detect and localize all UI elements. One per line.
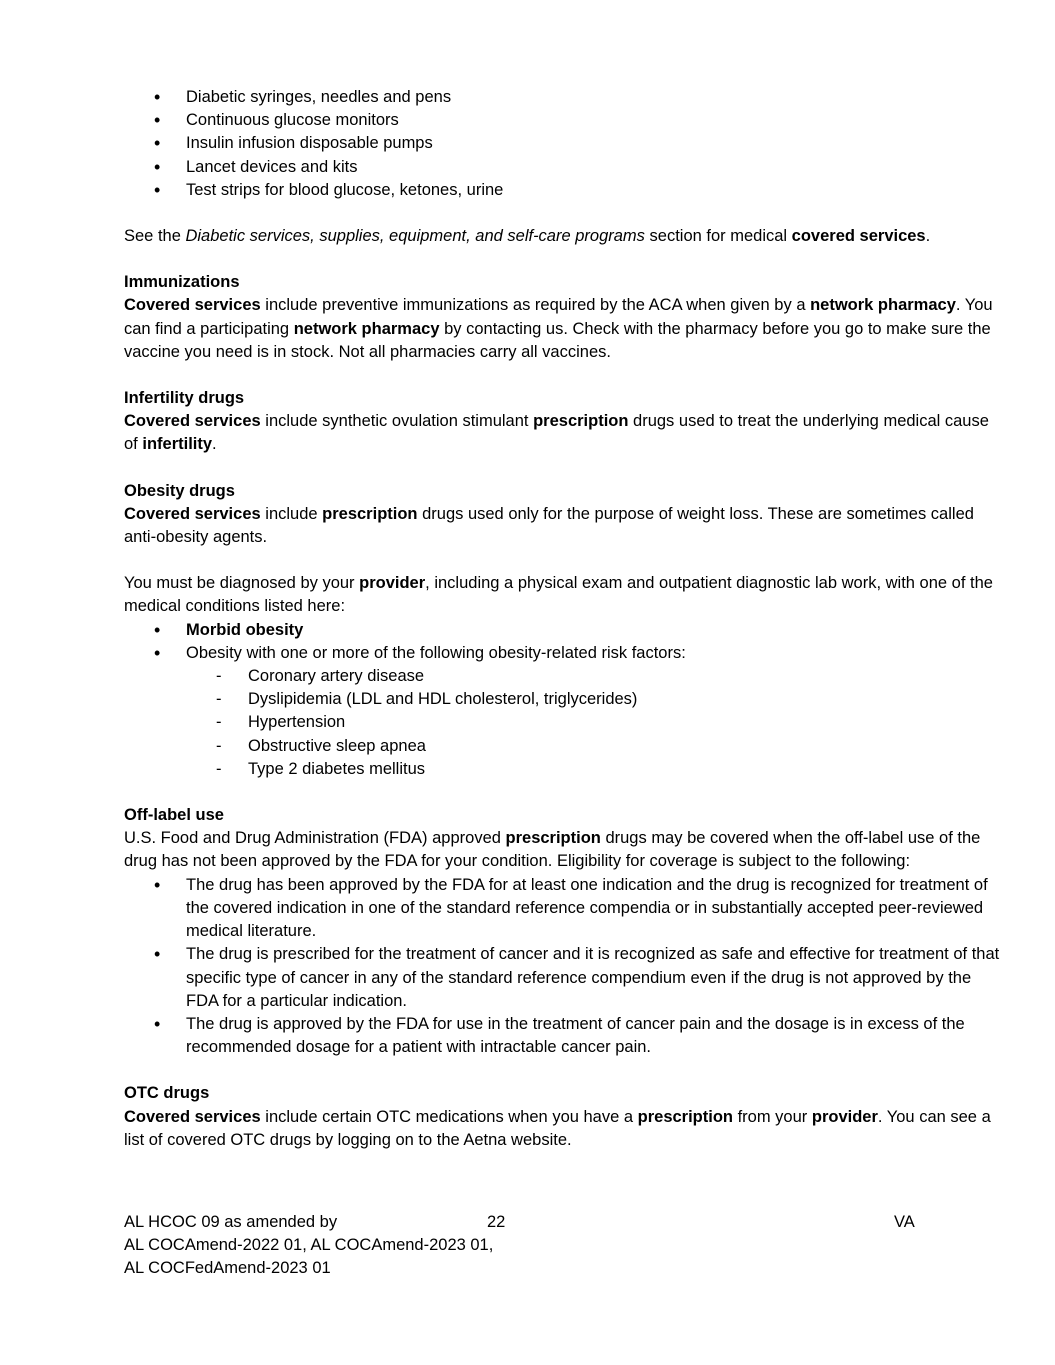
text: from your bbox=[733, 1107, 812, 1126]
defined-term: provider bbox=[359, 574, 426, 593]
text: include bbox=[260, 504, 323, 523]
immunizations-heading bbox=[124, 271, 1004, 294]
diabetic-supplies-list bbox=[124, 86, 1004, 202]
list-item: - Dyslipidemia (LDL and HDL cholesterol, triglycerides) bbox=[186, 688, 1004, 711]
list-item bbox=[124, 619, 1004, 642]
off-label-heading bbox=[124, 804, 1004, 827]
text: drugs may be covered when the off-label use of the drug has not been approved by the FDA for your condition. Eligibility for coverage is subject to the following: bbox=[124, 829, 981, 871]
otc-paragraph bbox=[124, 1106, 1004, 1152]
footer-document-id bbox=[124, 1211, 493, 1281]
list-item: - Obstructive sleep apnea bbox=[186, 735, 1004, 758]
footer-line: AL COCFedAmend-2023 01 bbox=[124, 1259, 331, 1278]
text: include synthetic ovulation stimulant bbox=[260, 412, 534, 431]
risk-factors-list bbox=[186, 665, 1004, 781]
list-item: - Coronary artery disease bbox=[186, 665, 1004, 688]
list-item: • Continuous glucose monitors bbox=[124, 109, 1004, 132]
text: include preventive immunizations as required by the ACA when given by a bbox=[260, 296, 811, 315]
text: . bbox=[925, 227, 931, 246]
defined-term: prescription bbox=[533, 412, 629, 431]
see-also-paragraph bbox=[124, 225, 1004, 248]
obesity-heading bbox=[124, 480, 1004, 503]
text: by contacting us. Check with the pharmacy before you go to make sure the vaccine you need is in stock. Not all pharmacies carry all vaccines. bbox=[124, 319, 991, 361]
list-item: - Hypertension bbox=[186, 711, 1004, 734]
section-heading: Immunizations bbox=[124, 273, 240, 292]
text: . You can find a participating bbox=[124, 296, 993, 338]
defined-term: network pharmacy bbox=[810, 296, 956, 315]
list-item: • The drug is approved by the FDA for use in the treatment of cancer pain and the dosage is in excess of the recommended dosage for a patient with intractable cancer pain. bbox=[124, 1013, 1004, 1059]
text: U.S. Food and Drug Administration (FDA) approved bbox=[124, 829, 506, 848]
section-heading: Obesity drugs bbox=[124, 481, 235, 500]
footer-state: VA bbox=[894, 1213, 915, 1231]
off-label-conditions-list bbox=[124, 874, 1004, 1060]
defined-term: Covered services bbox=[124, 296, 261, 315]
list-item: • Test strips for blood glucose, ketones, urine bbox=[124, 179, 1004, 202]
text: drugs used to treat the underlying medical cause of bbox=[124, 412, 989, 454]
obesity-paragraph bbox=[124, 503, 1004, 549]
list-item: - Type 2 diabetes mellitus bbox=[186, 758, 1004, 781]
list-item: • The drug has been approved by the FDA for at least one indication and the drug is recognized for treatment of the covered indication in one of the standard reference compendia or in substantially accepted peer-reviewed medical literature. bbox=[124, 874, 1004, 944]
defined-term: provider bbox=[811, 1107, 878, 1126]
footer-line: AL HCOC 09 as amended by bbox=[124, 1213, 338, 1231]
defined-term: Covered services bbox=[124, 1107, 261, 1126]
infertility-paragraph bbox=[124, 410, 1004, 456]
text: . bbox=[212, 435, 217, 454]
section-reference: Diabetic services, supplies, equipment, and self-care programs bbox=[185, 227, 645, 246]
document-body bbox=[124, 86, 1004, 1152]
off-label-paragraph bbox=[124, 827, 1004, 873]
text: See the bbox=[124, 227, 186, 246]
section-heading: Infertility drugs bbox=[124, 389, 245, 408]
otc-heading bbox=[124, 1082, 1004, 1105]
page-number: 22 bbox=[487, 1213, 506, 1231]
text: section for medical bbox=[644, 227, 792, 246]
defined-term: prescription bbox=[322, 504, 418, 523]
defined-term: network pharmacy bbox=[293, 319, 440, 338]
condition-name: Obesity with one or more of the following obesity-related risk factors: bbox=[186, 643, 686, 662]
condition-name: Morbid obesity bbox=[186, 620, 304, 639]
defined-term: infertility bbox=[142, 435, 213, 454]
defined-term: prescription bbox=[505, 829, 601, 848]
list-item: • The drug is prescribed for the treatment of cancer and it is recognized as safe and effective for treatment of that specific type of cancer in any of the standard reference compendium even if the drug is not approved by the FDA for a particular indication. bbox=[124, 943, 1004, 1013]
defined-term: Covered services bbox=[124, 504, 261, 523]
defined-term: Covered services bbox=[124, 412, 261, 431]
text: You must be diagnosed by your bbox=[124, 574, 360, 593]
list-item: • Lancet devices and kits bbox=[124, 156, 1004, 179]
section-heading: OTC drugs bbox=[124, 1084, 210, 1103]
list-item bbox=[124, 642, 1004, 781]
list-item: • Insulin infusion disposable pumps bbox=[124, 132, 1004, 155]
section-heading: Off-label use bbox=[124, 806, 224, 825]
text: include certain OTC medications when you have a bbox=[260, 1107, 638, 1126]
obesity-conditions-list bbox=[124, 619, 1004, 781]
footer-line: AL COCAmend-2022 01, AL COCAmend-2023 01, bbox=[124, 1236, 494, 1255]
defined-term: prescription bbox=[637, 1107, 733, 1126]
defined-term: covered services bbox=[791, 227, 926, 246]
obesity-diagnosis-paragraph bbox=[124, 572, 1004, 618]
immunizations-paragraph bbox=[124, 294, 1004, 364]
text: , including a physical exam and outpatient diagnostic lab work, with one of the medical conditions listed here: bbox=[124, 574, 993, 616]
infertility-heading bbox=[124, 387, 1004, 410]
text: drugs used only for the purpose of weight loss. These are sometimes called anti-obesity agents. bbox=[124, 504, 974, 547]
text: . You can see a list of covered OTC drugs by logging on to the Aetna website. bbox=[124, 1107, 991, 1149]
list-item: • Diabetic syringes, needles and pens bbox=[124, 86, 1004, 109]
